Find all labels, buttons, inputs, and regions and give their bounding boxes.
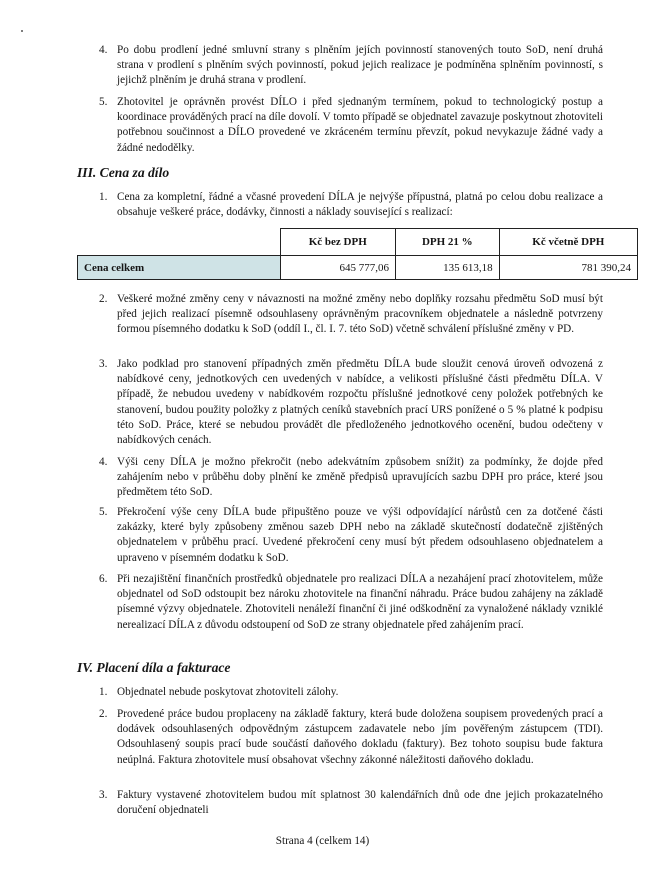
list-number: 6.	[99, 573, 108, 585]
list-item-text: Provedené práce budou proplaceny na základě faktury, která bude doložena soupisem provedených prací a dodávek odsouhlasených odpovědným zástupcem zadavatele nebo jím pověřeným zástupcem (TDI). Odsouhlasený soupis prací bude součástí daňového dokladu (faktury). Bez tohoto soupisu bude faktura neúplná. Faktura zhotovitele musí obsahovat všechny zákonné náležitosti daňového dokladu.	[117, 708, 603, 766]
header-cell: DPH 21 %	[396, 229, 500, 256]
scan-speck	[21, 30, 23, 32]
price-table-row	[78, 256, 638, 280]
list-item-text: Při nezajištění finančních prostředků objednatele pro realizaci DÍLA a nezahájení prací zhotovitelem, může objednatel od SoD odstoupit bez nároku zhotovitele na finanční náhradu. Práce budou zahájeny na základě písemné výzvy objednatele. Zhotoviteli nenáleží finanční či jiné odškodnění za vynaložené náklady vzniklé nerealizací DÍLA z důvodu odstoupení od SoD ze strany objednatele před zahájením prací.	[117, 573, 603, 631]
header-cell: Kč včetně DPH	[499, 229, 637, 256]
price-value: 135 613,18	[396, 256, 500, 280]
list-item-text: Faktury vystavené zhotovitelem budou mít splatnost 30 kalendářních dnů ode dne jejich prokazatelného doručení objednateli	[117, 789, 603, 817]
list-number: 3.	[99, 358, 108, 370]
list-number: 3.	[99, 789, 108, 801]
row-label: Cena celkem	[78, 256, 281, 280]
list-number: 1.	[99, 686, 108, 698]
list-item-text: Překročení výše ceny DÍLA bude připuštěno pouze ve výši odpovídající nárůstů cen za dotčené části zakázky, které byly způsobeny změnou sazeb DPH nebo na základě skutečností dodatečně zjištěných objednatelem v průběhu prací. Uvedené překročení ceny musí být předem odsouhlaseno objednatelem a upraveno v písemném dodatku k SoD.	[117, 506, 603, 564]
list-number: 4.	[99, 44, 108, 56]
page-footer: Strana 4 (celkem 14)	[275, 835, 370, 847]
price-value: 781 390,24	[499, 256, 637, 280]
list-item-text: Objednatel nebude poskytovat zhotoviteli zálohy.	[117, 686, 339, 698]
price-table-header-row	[78, 229, 638, 256]
list-number: 5.	[99, 506, 108, 518]
list-item-text: Po dobu prodlení jedné smluvní strany s plněním jejích povinností stanovených touto SoD, není druhá strana v prodlení s plněním svých povinností, pokud jejich realizace je podmíněna splněním povinností, s jejichž plněním je druhá strana v prodlení.	[117, 44, 603, 87]
list-number: 5.	[99, 96, 108, 108]
list-number: 4.	[99, 456, 108, 468]
list-item-text: Zhotovitel je oprávněn provést DÍLO i před sjednaným termínem, pokud to technologický postup a koordinace prováděných prací na díle dovolí. V tomto případě se objednatel zavazuje poskytnout zhotoviteli potřebnou součinnost a DÍLO provedené ve zkráceném termínu převzít, pokud nevykazuje žádné vady a žádné nedodělky.	[117, 96, 603, 154]
list-item-text: Výši ceny DÍLA je možno překročit (nebo adekvátním způsobem snížit) za podmínky, že dojde před zahájením nebo v průběhu doby plnění ke změně předpisů upravujících sazbu DPH pro práce, které jsou předmětem této SoD.	[117, 456, 603, 499]
list-item-text: Jako podklad pro stanovení případných změn předmětu DÍLA bude sloužit cenová úroveň odvozená z nabídkové ceny, jednotkových cen uvedených v nabídce, a velikosti příslušné části předmětu DÍLA. V případě, že nebudou uvedeny v nabídkovém rozpočtu příslušné jednotkové ceny položek potřebných ke stanovení, budou použity položky z platných ceníků stavebních prací URS ponížené o 5 % platné k podpisu této SoD. Práce, které se nebudou provádět dle předloženého jednotkového ocenění, budou odečteny v nabídkových cenách.	[117, 358, 603, 447]
list-number: 2.	[99, 293, 108, 305]
price-table	[77, 228, 638, 280]
list-item-text: Cena za kompletní, řádné a včasné provedení DÍLA je nejvýše přípustná, platná po celou dobu realizace a obsahuje veškeré práce, dodávky, činnosti a náklady související s realizací:	[117, 191, 603, 219]
list-item-text: Veškeré možné změny ceny v návaznosti na možné změny nebo doplňky rozsahu předmětu SoD musí být před jejich realizací písemně odsouhlaseny oprávněným pracovníkem objednatele a následně potvrzeny formou písemného dodatku k SoD (oddíl I., čl. I. 7. této SoD) včetně schválení příslušné změny v PD.	[117, 293, 603, 336]
price-value: 645 777,06	[280, 256, 396, 280]
section-heading: III. Cena za dílo	[77, 165, 170, 180]
list-number: 2.	[99, 708, 108, 720]
list-number: 1.	[99, 191, 108, 203]
price-table-empty-cell	[78, 229, 281, 256]
section-heading: IV. Placení díla a fakturace	[77, 660, 231, 675]
header-cell: Kč bez DPH	[280, 229, 396, 256]
